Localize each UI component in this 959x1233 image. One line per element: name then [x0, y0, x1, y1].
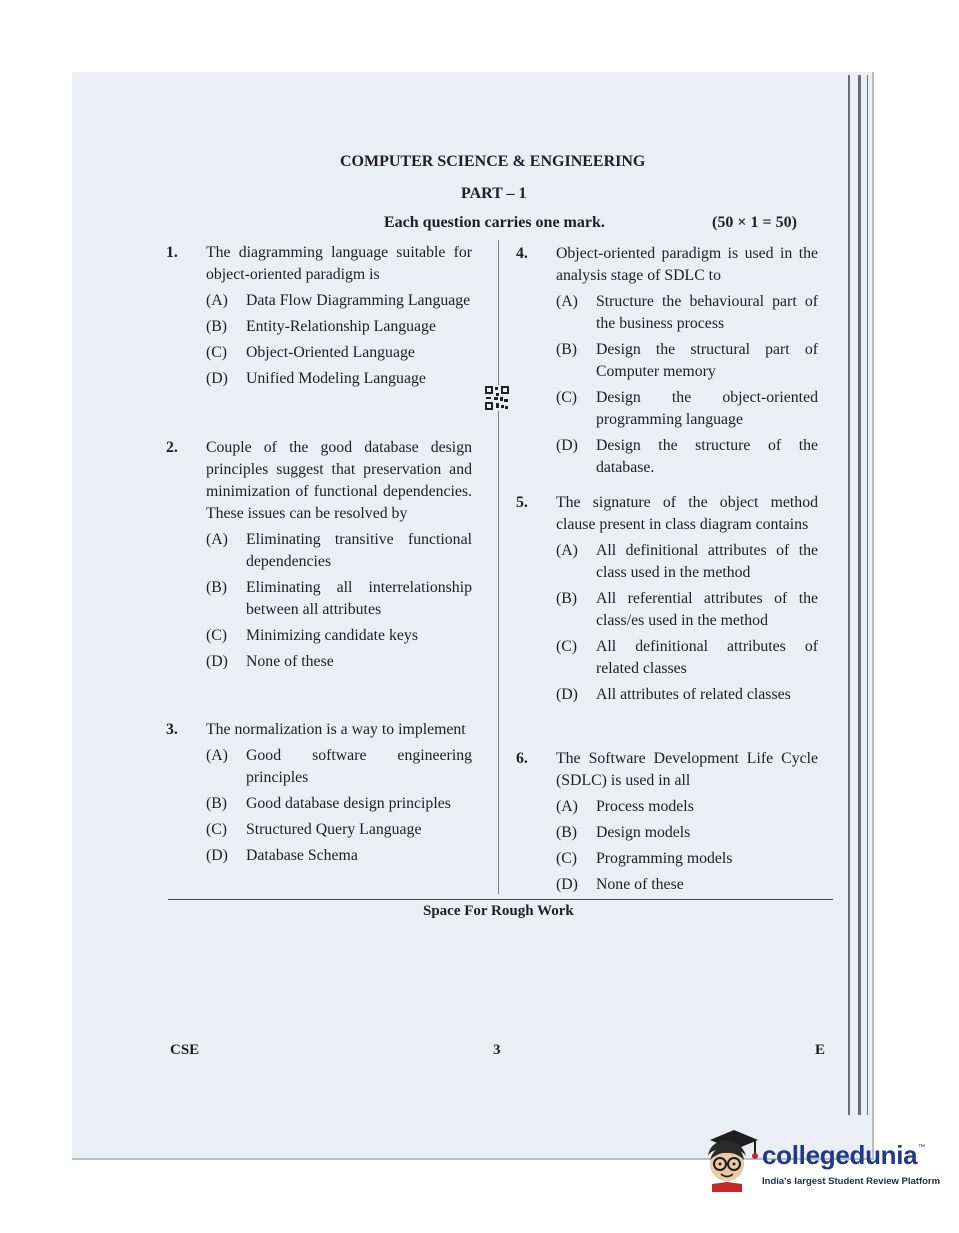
option-c — [206, 819, 472, 841]
question-stem: The Software Development Life Cycle (SDLC) is used in all — [556, 750, 818, 789]
option-d — [206, 651, 472, 673]
horizontal-rule — [168, 899, 833, 900]
part-heading: PART – 1 — [461, 185, 527, 202]
option-label: (C) — [206, 821, 228, 838]
watermark-logo — [700, 1124, 941, 1200]
option-a — [556, 796, 818, 818]
option-d — [206, 368, 472, 390]
option-d — [556, 435, 818, 479]
qr-code-icon — [484, 385, 510, 411]
option-text: Structure the behavioural part of the business process — [596, 293, 818, 332]
option-text: Design the structure of the database. — [596, 437, 818, 476]
option-label: (C) — [556, 638, 578, 655]
option-text: Programming models — [596, 850, 733, 867]
option-a — [206, 529, 472, 573]
option-label: (D) — [556, 876, 578, 893]
option-c — [206, 625, 472, 647]
option-label: (B) — [556, 341, 578, 358]
option-text: Good software engineering principles — [246, 747, 472, 786]
option-b — [556, 822, 818, 844]
option-text: Structured Query Language — [246, 821, 422, 838]
option-text: Eliminating all interrelationship between all attributes — [246, 579, 472, 618]
option-text: All referential attributes of the class/es used in the method — [596, 590, 818, 629]
question-1 — [166, 242, 472, 390]
option-text: None of these — [246, 653, 334, 670]
column-divider — [498, 240, 499, 894]
option-c — [556, 848, 818, 870]
footer-series: E — [815, 1042, 826, 1058]
option-label: (B) — [206, 318, 228, 335]
option-text: Unified Modeling Language — [246, 370, 426, 387]
question-6 — [516, 748, 818, 896]
option-label: (A) — [556, 293, 578, 310]
binding-line — [867, 75, 868, 1115]
page-right-edge — [872, 72, 874, 1160]
option-label: (A) — [556, 542, 578, 559]
watermark-brand: collegedunia — [762, 1140, 918, 1170]
option-c — [556, 636, 818, 680]
footer-page-number: 3 — [493, 1042, 501, 1058]
option-label: (C) — [556, 389, 578, 406]
option-text: Data Flow Diagramming Language — [246, 292, 471, 309]
option-text: Design the structural part of Computer memory — [596, 341, 818, 380]
option-b — [206, 793, 472, 815]
option-text: All attributes of related classes — [596, 686, 791, 703]
footer-subject-code: CSE — [170, 1042, 200, 1058]
option-label: (D) — [206, 370, 228, 387]
option-b — [206, 577, 472, 621]
question-number: 1. — [166, 244, 178, 261]
option-text: Eliminating transitive functional dependencies — [246, 531, 472, 570]
option-label: (D) — [556, 437, 578, 454]
option-label: (D) — [206, 847, 228, 864]
option-label: (A) — [206, 292, 228, 309]
trademark-icon: ™ — [918, 1144, 925, 1151]
question-3 — [166, 719, 472, 867]
question-number: 2. — [166, 439, 178, 456]
option-label: (D) — [556, 686, 578, 703]
question-stem: The normalization is a way to implement — [206, 721, 466, 738]
option-label: (D) — [206, 653, 228, 670]
option-b — [206, 316, 472, 338]
binding-line — [858, 75, 861, 1115]
option-label: (A) — [206, 531, 228, 548]
option-text: Process models — [596, 798, 694, 815]
option-label: (C) — [556, 850, 578, 867]
option-text: None of these — [596, 876, 684, 893]
option-c — [206, 342, 472, 364]
option-text: Entity-Relationship Language — [246, 318, 436, 335]
question-stem: Couple of the good database design principles suggest that preservation and minimization of functional dependencies. These issues can be resolved by — [206, 439, 472, 522]
question-4 — [516, 243, 818, 479]
option-label: (C) — [206, 344, 228, 361]
option-text: All definitional attributes of related classes — [596, 638, 818, 677]
option-text: Minimizing candidate keys — [246, 627, 418, 644]
option-text: Database Schema — [246, 847, 358, 864]
option-text: All definitional attributes of the class used in the method — [596, 542, 818, 581]
question-5 — [516, 492, 818, 706]
option-a — [556, 291, 818, 335]
option-b — [556, 339, 818, 383]
watermark-tagline: India's largest Student Review Platform — [762, 1176, 941, 1187]
option-text: Good database design principles — [246, 795, 451, 812]
option-text: Design models — [596, 824, 691, 841]
exam-title: COMPUTER SCIENCE & ENGINEERING — [340, 153, 646, 170]
marks-instruction: Each question carries one mark. — [384, 214, 605, 231]
option-a — [556, 540, 818, 584]
option-label: (A) — [556, 798, 578, 815]
option-a — [206, 745, 472, 789]
option-d — [206, 845, 472, 867]
question-stem: The diagramming language suitable for object-oriented paradigm is — [206, 244, 472, 283]
question-number: 3. — [166, 721, 178, 738]
question-2 — [166, 437, 472, 673]
option-label: (B) — [556, 590, 578, 607]
question-number: 5. — [516, 494, 528, 511]
option-text: Object-Oriented Language — [246, 344, 415, 361]
total-marks: (50 × 1 = 50) — [712, 214, 797, 231]
binding-line — [848, 75, 850, 1115]
option-label: (B) — [206, 795, 228, 812]
option-d — [556, 874, 818, 896]
question-stem: The signature of the object method clause present in class diagram contains — [556, 494, 818, 533]
option-c — [556, 387, 818, 431]
option-text: Design the object-oriented programming language — [596, 389, 818, 428]
option-b — [556, 588, 818, 632]
option-label: (B) — [206, 579, 228, 596]
question-stem: Object-oriented paradigm is used in the analysis stage of SDLC to — [556, 245, 818, 284]
option-label: (C) — [206, 627, 228, 644]
question-number: 6. — [516, 750, 528, 767]
option-label: (A) — [206, 747, 228, 764]
student-mascot-icon — [700, 1126, 760, 1198]
rough-work-heading: Space For Rough Work — [423, 903, 574, 919]
option-label: (B) — [556, 824, 578, 841]
question-number: 4. — [516, 245, 528, 262]
option-d — [556, 684, 818, 706]
option-a — [206, 290, 472, 312]
